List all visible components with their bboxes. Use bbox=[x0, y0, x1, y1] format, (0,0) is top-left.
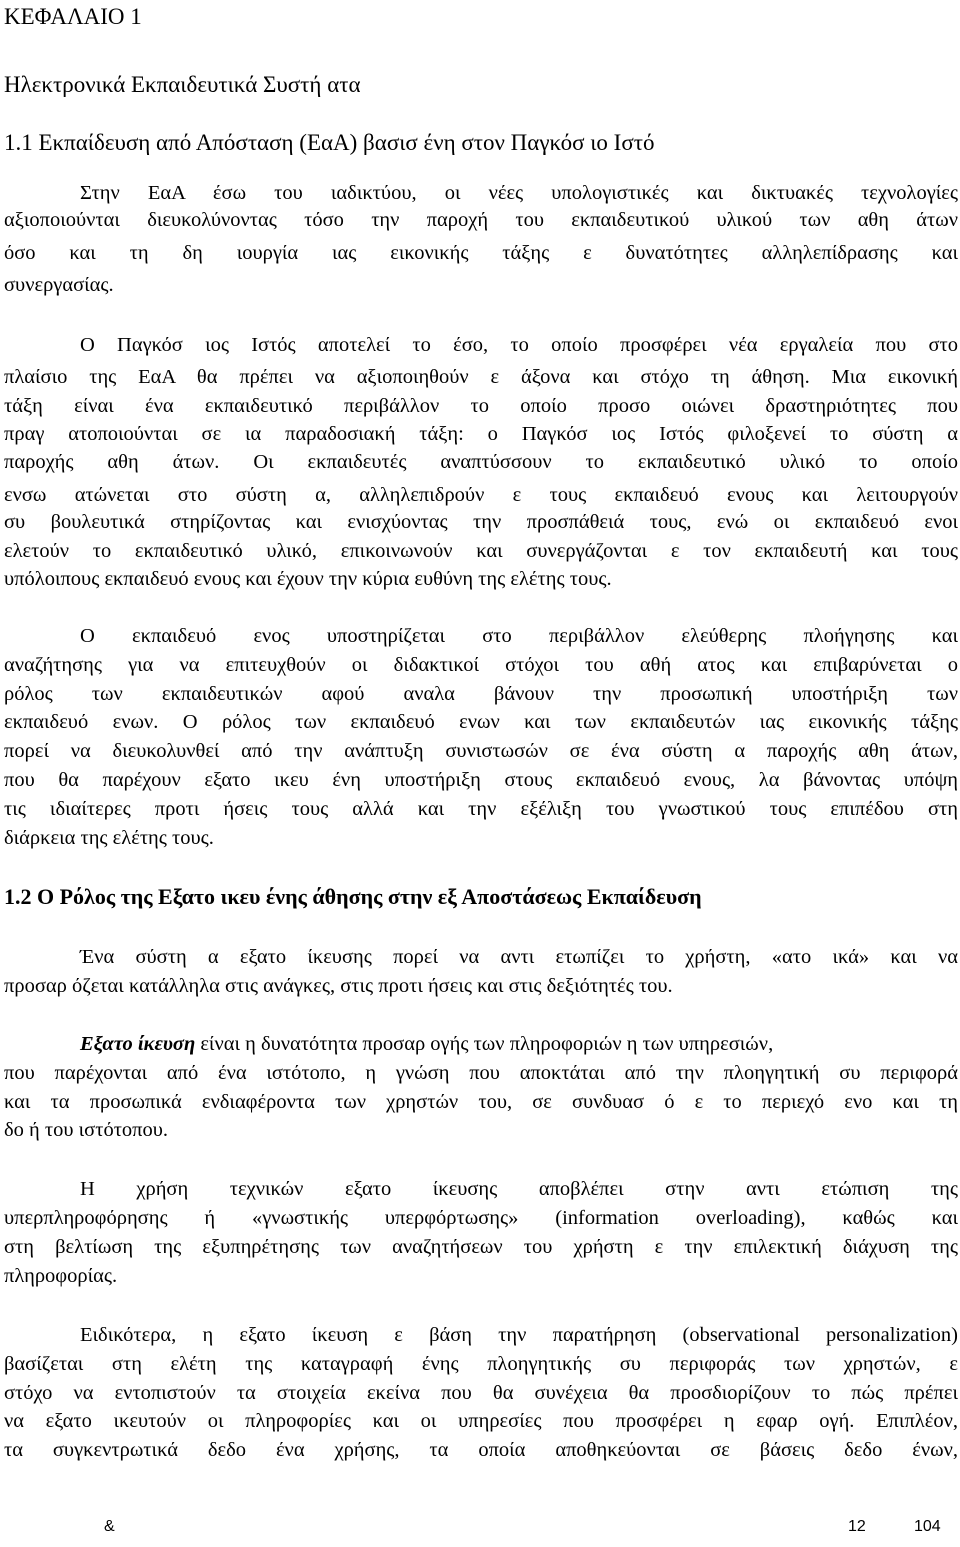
paragraph-line: ενσω ατώνεται στο σύστη α, αλληλεπιδρούν ε τους εκπαιδευό ενους και λειτουργούν bbox=[4, 484, 958, 506]
paragraph-line: που παρέχονται από ένα ιστότοπο, η γνώση που αποκτάται από την πλοηγητική συ περιφορά bbox=[4, 1062, 958, 1084]
paragraph-line: όσο και τη δη ιουργία ιας εικονικής τάξης ε δυνατότητες αλληλεπίδρασης και bbox=[4, 242, 958, 264]
paragraph-line: Ο εκπαιδευό ενος υποστηρίζεται στο περιβάλλον ελεύθερης πλοήγησης και bbox=[80, 625, 958, 647]
paragraph-line: στη βελτίωση της εξυπηρέτησης των αναζητήσεων του χρήστη ε την επιλεκτική διάχυση της bbox=[4, 1236, 958, 1258]
paragraph-line: υπερπληροφόρησης ή «γνωστικής υπερφόρτωσης» (information overloading), καθώς και bbox=[4, 1207, 958, 1229]
paragraph-line: στόχο να εντοπιστούν τα στοιχεία εκείνα που θα συνέχεια θα προσδιορίζουν το πώς πρέπει bbox=[4, 1382, 958, 1404]
section-heading-1-1: 1.1 Εκπαίδευση από Απόσταση (ΕαΑ) βασισ ένη στον Παγκόσ ιο Ιστό bbox=[4, 130, 655, 155]
paragraph-line bbox=[80, 1031, 958, 1057]
chapter-title: ΚΕΦΑΛΑΙΟ 1 bbox=[4, 4, 142, 29]
paragraph-line: να εξατο ικευτούν οι πληροφορίες και οι υπηρεσίες που προσφέρει η εφαρ ογή. Επιπλέον, bbox=[4, 1410, 958, 1432]
paragraph-line: ρόλος των εκπαιδευτικών αφού αναλα βάνουν την προσωπική υποστήριξη των bbox=[4, 683, 958, 705]
paragraph-line: εκπαιδευό ενων. Ο ρόλος των εκπαιδευό ενων και των εκπαιδευτών ιας εικονικής τάξης bbox=[4, 711, 958, 733]
paragraph-line: ελετούν το εκπαιδευτικό υλικό, επικοινωνούν και συνεργάζονται ε τον εκπαιδευτή και τους bbox=[4, 540, 958, 562]
paragraph-line: Ένα σύστη α εξατο ίκευσης πορεί να αντι ετωπίζει το χρήστη, «ατο ικά» και να bbox=[80, 946, 958, 968]
paragraph-line: τα συγκεντρωτικά δεδο ένα χρήσης, τα οποία αποθηκεύονται σε βάσεις δεδο ένων, bbox=[4, 1439, 958, 1461]
paragraph-line: Ο Παγκόσ ιος Ιστός αποτελεί το έσο, το οποίο προσφέρει νέα εργαλεία που στο bbox=[80, 334, 958, 356]
paragraph-line: πορεί να διευκολυνθεί από την ανάπτυξη συνιστωσών σε ένα σύστη α παροχής αθη άτων, bbox=[4, 740, 958, 762]
section-heading-1-2: 1.2 Ο Ρόλος της Εξατο ικευ ένης άθησης στην εξ Αποστάσεως Εκπαίδευση bbox=[4, 884, 702, 909]
paragraph-line-text: είναι η δυνατότητα προσαρ ογής των πληροφοριών η των υπηρεσιών, bbox=[195, 1033, 774, 1055]
defined-term: Εξατο ίκευση bbox=[80, 1033, 196, 1055]
paragraph-line: αναζήτησης για να επιτευχθούν οι διδακτικοί στόχοι του αθή ατος και επιβαρύνεται ο bbox=[4, 654, 958, 676]
paragraph-line: πληροφορίας. bbox=[4, 1265, 118, 1287]
paragraph-line: δο ή του ιστότοπου. bbox=[4, 1119, 169, 1141]
paragraph-line: συ βουλευτικά στηρίζοντας και ενισχύοντας την προσπάθειά τους, ενώ οι εκπαιδευό ενοι bbox=[4, 511, 958, 533]
paragraph-line: συνεργασίας. bbox=[4, 274, 114, 296]
page-number-total: 104 bbox=[914, 1518, 941, 1535]
paragraph-line: διάρκεια της ελέτης τους. bbox=[4, 827, 214, 849]
paragraph-line: βασίζεται στη ελέτη της καταγραφή ένης πλοηγητικής συ περιφοράς των χρηστών, ε bbox=[4, 1353, 958, 1375]
paragraph-line: Ειδικότερα, η εξατο ίκευση ε βάση την παρατήρηση (observational personalization) bbox=[80, 1324, 958, 1346]
paragraph-line: παροχής αθη άτων. Οι εκπαιδευτές αναπτύσσουν το εκπαιδευτικό υλικό το οποίο bbox=[4, 451, 958, 473]
paragraph-line: προσαρ όζεται κατάλληλα στις ανάγκες, στις προτι ήσεις και στις δεξιότητές του. bbox=[4, 975, 673, 997]
paragraph-line: Στην ΕαΑ έσω του ιαδικτύου, οι νέες υπολογιστικές και δικτυακές τεχνολογίες bbox=[80, 182, 958, 204]
paragraph-line: αξιοποιούνται διευκολύνοντας τόσο την παροχή του εκπαιδευτικού υλικού των αθη άτων bbox=[4, 209, 958, 231]
paragraph-line: υπόλοιπους εκπαιδευό ενους και έχουν την κύρια ευθύνη της ελέτης τους. bbox=[4, 568, 612, 590]
paragraph-line: και τα προσωπικά ενδιαφέροντα των χρηστών του, σε συνδυασ ό ε το περιεχό ενο και τη bbox=[4, 1091, 958, 1113]
paragraph-line: πραγ ατοποιούνται σε ια παραδοσιακή τάξη: ο Παγκόσ ιος Ιστός φιλοξενεί το σύστη α bbox=[4, 423, 958, 445]
paragraph-line: που θα παρέχουν εξατο ικευ ένη υποστήριξη στους εκπαιδευό ενους, λα βάνοντας υπόψη bbox=[4, 769, 958, 791]
paragraph-line: τάξη είναι ένα εκπαιδευτικό περιβάλλον το οποίο προσο οιώνει δραστηριότητες που bbox=[4, 395, 958, 417]
paragraph-line: Η χρήση τεχνικών εξατο ίκευσης αποβλέπει στην αντι ετώπιση της bbox=[80, 1178, 958, 1200]
page-number-current: 12 bbox=[848, 1518, 866, 1535]
chapter-subtitle: Ηλεκτρονικά Εκπαιδευτικά Συστή ατα bbox=[4, 72, 361, 97]
paragraph-line: τις ιδιαίτερες προτι ήσεις τους αλλά και την εξέλιξη του γνωστικού τους επιπέδου στη bbox=[4, 798, 958, 820]
paragraph-line: πλαίσιο της ΕαΑ θα πρέπει να αξιοποιηθούν ε άξονα και στόχο τη άθηση. Μια εικονική bbox=[4, 366, 958, 388]
footer-symbol: & bbox=[104, 1518, 115, 1535]
